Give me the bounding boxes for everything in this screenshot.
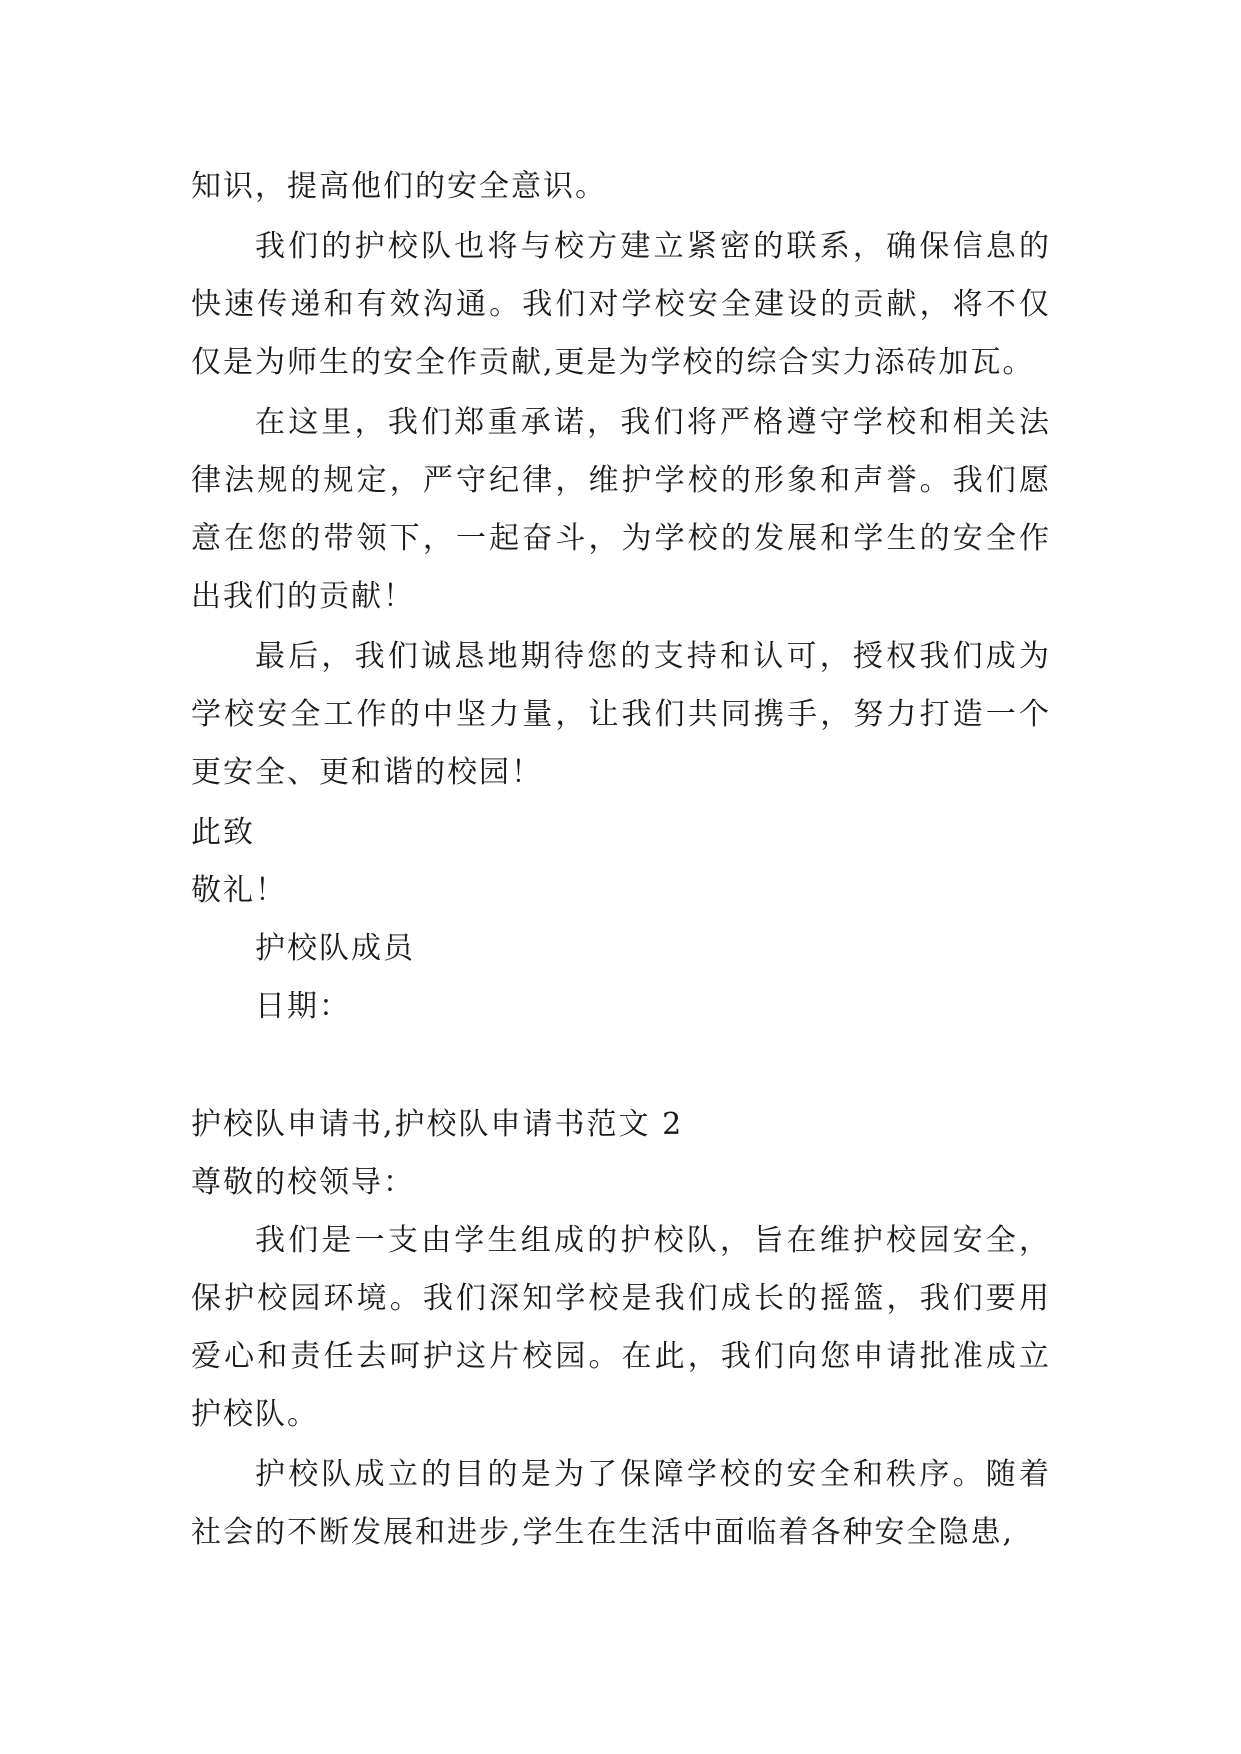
section-title: 护校队申请书,护校队申请书范文 2 <box>191 1107 684 1142</box>
paragraph: 在这里，我们郑重承诺，我们将严格遵守学校和相关法律法规的规定，严守纪律，维护学校的形象和声誉。我们愿意在您的带领下，一起奋斗，为学校的发展和学生的安全作出我们的贡献！ <box>191 405 1051 614</box>
paragraph-continued: 知识，提高他们的安全意识。 <box>191 169 607 204</box>
paragraph: 我们是一支由学生组成的护校队，旨在维护校园安全，保护校园环境。我们深知学校是我们成长的摇篮，我们要用爱心和责任去呵护这片校园。在此，我们向您申请批准成立护校队。 <box>191 1223 1051 1432</box>
paragraph: 最后，我们诚恳地期待您的支持和认可，授权我们成为学校安全工作的中坚力量，让我们共同携手，努力打造一个更安全、更和谐的校园！ <box>191 639 1051 790</box>
paragraph: 护校队成立的目的是为了保障学校的安全和秩序。随着社会的不断发展和进步,学生在生活中面临着各种安全隐患, <box>191 1457 1051 1550</box>
salutation: 尊敬的校领导： <box>191 1165 415 1200</box>
date-label: 日期： <box>255 989 351 1024</box>
paragraph: 我们的护校队也将与校方建立紧密的联系，确保信息的快速传递和有效沟通。我们对学校安全建设的贡献，将不仅仅是为师生的安全作贡献,更是为学校的综合实力添砖加瓦。 <box>191 229 1051 380</box>
signature: 护校队成员 <box>255 931 415 966</box>
closing-salute: 敬礼！ <box>191 873 287 908</box>
document-body <box>191 158 1051 1564</box>
closing-line: 此致 <box>191 815 255 850</box>
section-gap <box>191 1036 1051 1096</box>
